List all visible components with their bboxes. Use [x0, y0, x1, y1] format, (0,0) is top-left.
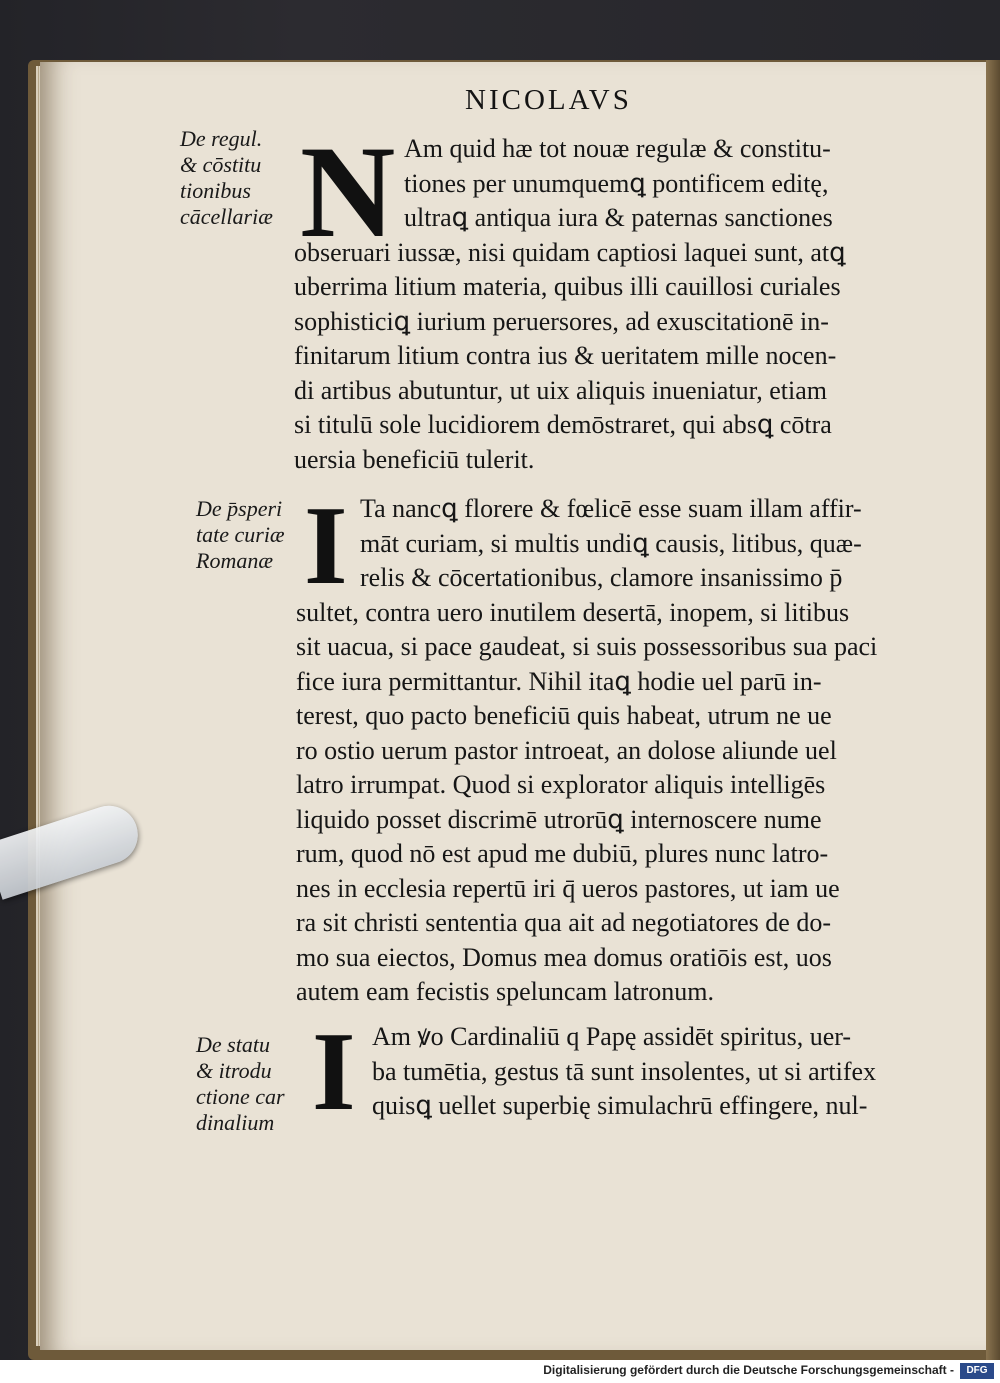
text-line: sophisticiꝗ iurium peruersores, ad exuscitationē in-: [294, 306, 829, 336]
paragraph-3: [296, 1020, 936, 1124]
margin-note-line: tate curiæ: [196, 522, 285, 547]
text-line: autem eam fecistis speluncam latronum.: [296, 977, 715, 1006]
dfg-logo: DFG: [960, 1363, 994, 1379]
text-line: uersia beneficiū tulerit.: [294, 444, 535, 474]
text-line: terest, quo pacto beneficiū quis habeat, utrum ne ue: [296, 701, 832, 730]
running-title: NICOLAVS: [465, 84, 632, 116]
text-line: mo sua eiectos, Domus mea domus oratiōis est, uos: [296, 942, 832, 972]
text-line: quisꝗ uellet superbię simulachrū effingere, nul-: [372, 1091, 868, 1120]
text-line: Am ꝟo Cardinaliū q Papę assidēt spiritus, uer-: [372, 1022, 852, 1051]
text-line: tiones per unumquemꝗ pontificem editę,: [404, 168, 829, 198]
text-line: Am quid hæ tot nouæ regulæ & constitu-: [404, 134, 831, 163]
drop-capital-1: N: [300, 118, 396, 265]
text-line: relis & cōcertationibus, clamore insanissimo p̄: [360, 563, 843, 592]
text-line: rum, quod nō est apud me dubiū, plures nunc latro-: [296, 839, 829, 868]
margin-note-line: De regul.: [180, 126, 263, 151]
text-line: fice iura permittantur. Nihil itaꝗ hodie uel parū in-: [296, 666, 822, 696]
funding-credit: Digitalisierung gefördert durch die Deutsche Forschungsgemeinschaft -: [543, 1363, 954, 1377]
margin-note-line: tionibus: [180, 178, 251, 203]
margin-note-1: [180, 126, 300, 230]
paragraph-2: [296, 484, 936, 1010]
margin-note-2: [196, 496, 296, 574]
margin-note-line: cācellariæ: [180, 204, 273, 229]
text-line: ba tumētia, gestus tā sunt insolentes, ut si artifex: [372, 1056, 877, 1086]
text-line: finitarum litium contra ius & ueritatem mille nocen-: [294, 341, 837, 370]
text-line: obseruari iussæ, nisi quidam captiosi laquei sunt, atꝗ: [294, 237, 846, 267]
text-line: di artibus abutuntur, ut uix aliquis inueniatur, etiam: [294, 375, 827, 405]
book-right-edge: [986, 60, 1000, 1360]
text-line: Ta nancꝗ florere & fœlicē esse suam illam affir-: [360, 494, 862, 523]
text-line: latro irrumpat. Quod si explorator aliquis intelligēs: [296, 770, 826, 799]
margin-note-line: & itrodu: [196, 1058, 272, 1083]
margin-note-line: ctione car: [196, 1084, 285, 1109]
margin-note-line: dinalium: [196, 1110, 275, 1135]
margin-note-line: Romanæ: [196, 548, 273, 573]
text-line: ra sit christi sententia qua ait ad negotiatores de do-: [296, 908, 831, 937]
margin-note-line: De p̄speri: [196, 496, 283, 521]
text-line: māt curiam, si multis undiꝗ causis, litibus, quæ-: [360, 528, 862, 558]
text-line: si titulū sole lucidiorem demōstraret, qui absꝗ cōtra: [294, 410, 832, 439]
text-line: ro ostio uerum pastor introeat, an dolose aliunde uel: [296, 735, 837, 765]
text-line: ultraꝗ antiqua iura & paternas sanctiones: [404, 203, 833, 232]
paragraph-1: [294, 132, 934, 477]
text-line: sit uacua, si pace gaudeat, si suis possessoribus sua paci: [296, 632, 878, 661]
drop-capital-2: I: [304, 484, 348, 608]
text-line: uberrima litium materia, quibus illi cauillosi curiales: [294, 272, 841, 301]
text-line: liquido posset discrimē utrorūꝗ internoscere nume: [296, 804, 822, 834]
footer-bar: [0, 1360, 1000, 1383]
margin-note-3: [196, 1032, 296, 1136]
margin-note-line: De statu: [196, 1032, 270, 1057]
margin-note-line: & cōstitu: [180, 152, 262, 177]
drop-capital-3: I: [312, 1010, 356, 1134]
text-line: sultet, contra uero inutilem desertā, inopem, si litibus: [296, 597, 850, 627]
text-line: nes in ecclesia repertū iri q̄ ueros pastores, ut iam ue: [296, 873, 840, 903]
